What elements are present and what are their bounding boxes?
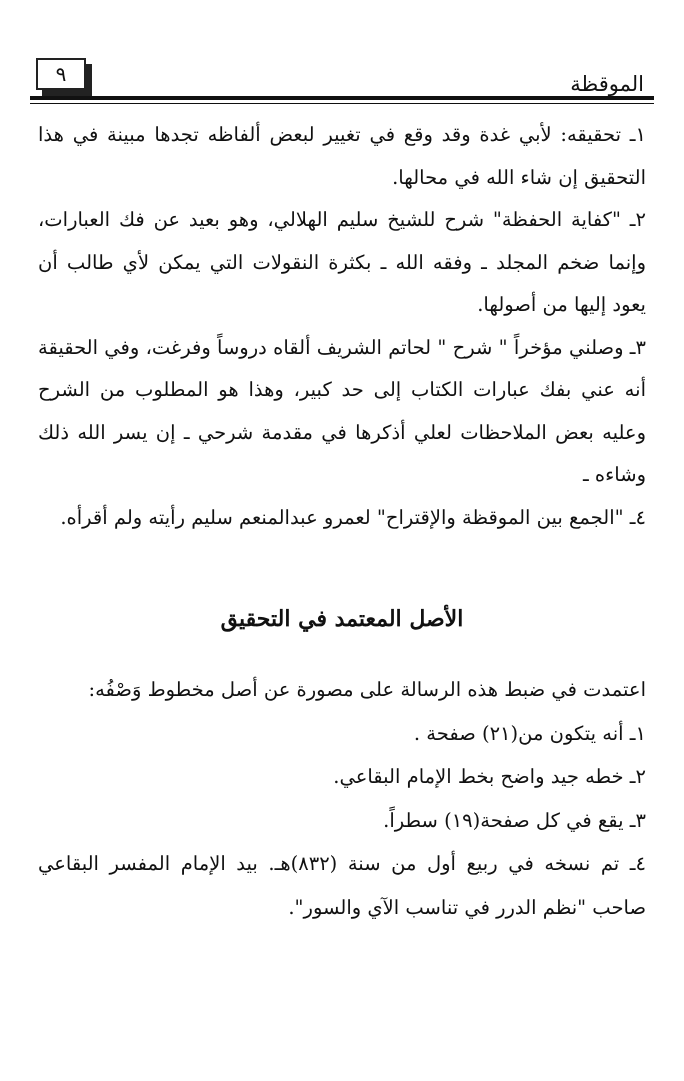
page-header bbox=[30, 52, 654, 102]
source-item-1: ١ـ تحقيقه: لأبي غدة وقد وقع في تغيير لبعض ألفاظه تجدها مبينة في هذا التحقيق إن شاء الله في محالها. bbox=[38, 123, 646, 189]
manuscript-item-2: ٢ـ خطه جيد واضح بخط الإمام البقاعي. bbox=[333, 765, 646, 788]
section-intro: اعتمدت في ضبط هذه الرسالة على مصورة عن أصل مخطوط وَصْفُه: bbox=[88, 678, 646, 701]
source-item-4: ٤ـ "الجمع بين الموقظة والإقتراح" لعمرو عبدالمنعم سليم رأيته ولم أقرأه. bbox=[60, 505, 646, 529]
manuscript-item-1: ١ـ أنه يتكون من(٢١) صفحة . bbox=[413, 721, 646, 745]
manuscript-item-4: ٤ـ تم نسخه في ربيع أول من سنة (٨٣٢)هـ. بيد الإمام المفسر البقاعي صاحب "نظم الدرر في تناسب الآي والسور". bbox=[38, 852, 646, 919]
source-item-3: ٣ـ وصلني مؤخراً " شرح " لحاتم الشريف ألقاه دروساً وفرغت، وفي الحقيقة أنه عني بفك عبارات الكتاب إلى حد كبير، وهذا هو المطلوب من الشرح وعليه بعض الملاحظات لعلي أذكرها في مقدمة شرحي ـ إن يسر الله ذلك وشاءه ـ bbox=[38, 335, 646, 486]
section-heading: الأصل المعتمد في التحقيق bbox=[220, 606, 464, 632]
header-rule-thick bbox=[30, 96, 654, 100]
sources-list bbox=[38, 114, 646, 539]
header-rule-thin bbox=[30, 103, 654, 104]
manuscript-description bbox=[38, 668, 646, 929]
source-item-2: ٢ـ "كفاية الحفظة" شرح للشيخ سليم الهلالي، وهو بعيد عن فك العبارات، وإنما ضخم المجلد ـ وفقه الله ـ بكثرة النقولات التي يمكن لأي طالب أن يعود إليها من أصولها. bbox=[38, 208, 646, 316]
running-title: الموقظة bbox=[570, 72, 644, 96]
manuscript-item-3: ٣ـ يقع في كل صفحة(١٩) سطراً. bbox=[383, 808, 646, 832]
page-number: ٩ bbox=[36, 58, 86, 90]
